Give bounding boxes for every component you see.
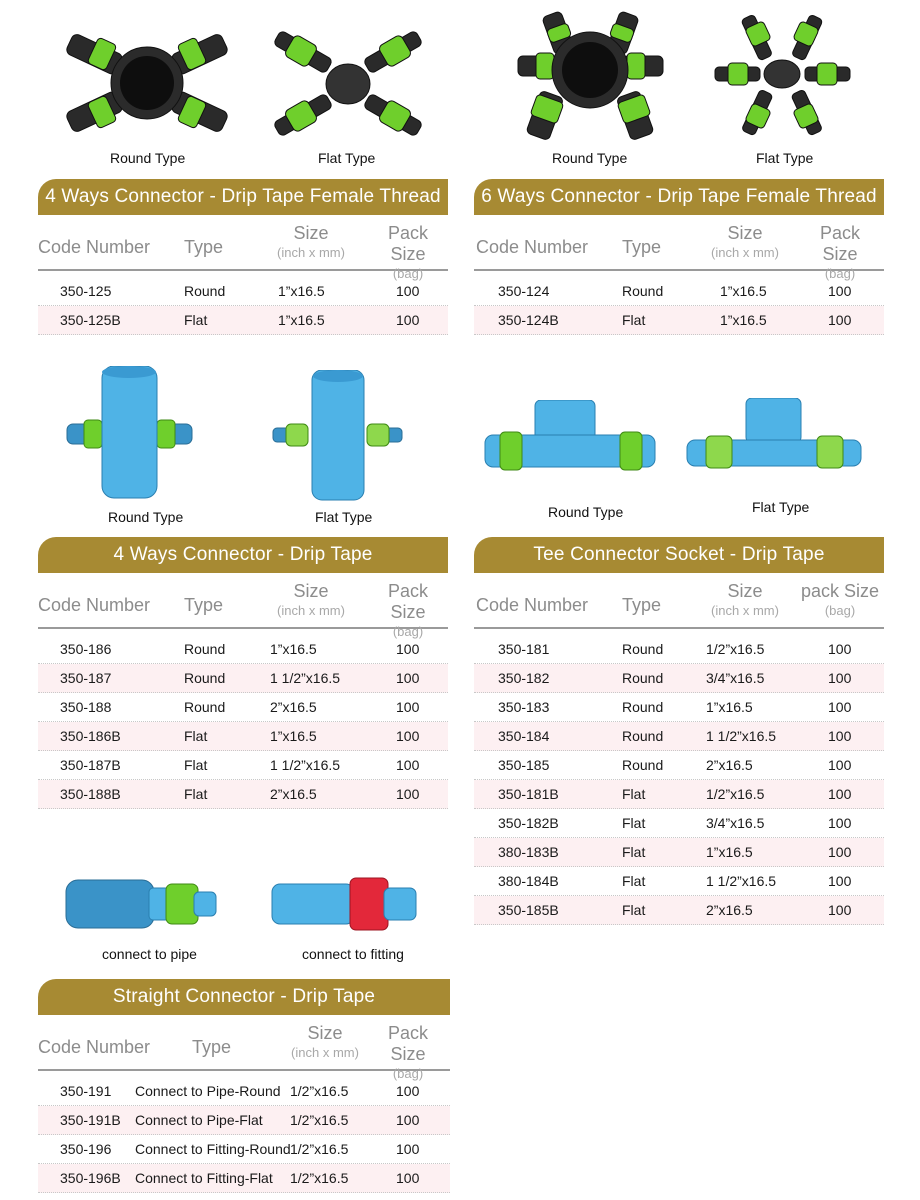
cell-type: Round — [622, 757, 664, 773]
cell-type: Flat — [184, 786, 208, 802]
col-size-header — [280, 1023, 370, 1060]
tee-round-icon — [480, 400, 660, 475]
cell-size: 1”x16.5 — [270, 641, 317, 657]
straight-fitting-icon — [270, 876, 420, 932]
table-header — [38, 573, 448, 639]
cell-pack: 100 — [828, 699, 852, 715]
cell-pack: 100 — [396, 283, 420, 299]
cell-type: Connect to Fitting-Round — [135, 1141, 291, 1157]
col-code-header: Code Number — [476, 237, 589, 257]
4-way-flat-black-icon — [268, 22, 428, 147]
table-row — [474, 896, 884, 925]
caption-4way-ft-round: Round Type — [110, 150, 186, 166]
cell-type: Connect to Pipe-Round — [135, 1083, 281, 1099]
pack-unit: (bag) — [392, 1066, 424, 1081]
col-size-header — [700, 581, 790, 618]
pack-label: Pack Size — [387, 223, 429, 264]
size-unit: (inch x mm) — [277, 245, 345, 260]
size-label: Size — [727, 581, 763, 601]
cell-size: 1”x16.5 — [706, 844, 753, 860]
cell-code: 350-191B — [60, 1112, 121, 1128]
pack-label: pack Size — [800, 581, 880, 601]
cell-type: Flat — [184, 757, 208, 773]
table-row — [38, 722, 448, 751]
col-code-header: Code Number — [476, 595, 589, 615]
pack-unit: (bag) — [392, 266, 424, 281]
table-header — [474, 573, 884, 629]
cell-size: 1 1/2”x16.5 — [706, 873, 777, 889]
col-code-header: Code Number — [38, 237, 151, 257]
pack-label: Pack Size — [387, 581, 429, 622]
table-row — [474, 809, 884, 838]
4-way-round-blue-icon — [62, 366, 197, 501]
caption-4way-flat: Flat Type — [315, 509, 373, 525]
cell-size: 2”x16.5 — [706, 757, 753, 773]
caption-4way-ft-flat: Flat Type — [318, 150, 376, 166]
cell-size: 1/2”x16.5 — [290, 1083, 349, 1099]
col-size-header — [266, 223, 356, 260]
6-way-flat-black-icon — [710, 10, 855, 142]
size-label: Size — [293, 581, 329, 601]
col-type-header: Type — [192, 1037, 232, 1057]
cell-size: 1”x16.5 — [278, 312, 325, 328]
table-header — [38, 1015, 450, 1081]
cell-code: 380-184B — [498, 873, 559, 889]
col-type-header: Type — [622, 595, 662, 615]
table-header — [38, 215, 448, 281]
table-row — [38, 751, 448, 780]
cell-code: 350-182B — [498, 815, 559, 831]
cell-size: 1/2”x16.5 — [706, 786, 765, 802]
cell-pack: 100 — [396, 641, 420, 657]
size-unit: (inch x mm) — [711, 245, 779, 260]
cell-size: 1/2”x16.5 — [706, 641, 765, 657]
cell-code: 350-183 — [498, 699, 550, 715]
pack-label: Pack Size — [387, 1023, 429, 1064]
cell-type: Round — [184, 283, 226, 299]
cell-size: 1”x16.5 — [720, 283, 767, 299]
cell-size: 1/2”x16.5 — [290, 1112, 349, 1128]
caption-6way-ft-flat: Flat Type — [756, 150, 814, 166]
cell-code: 350-185 — [498, 757, 550, 773]
table-row — [474, 867, 884, 896]
size-label: Size — [307, 1023, 343, 1043]
caption-4way-round: Round Type — [108, 509, 184, 525]
size-unit: (inch x mm) — [711, 603, 779, 618]
6-way-round-black-icon — [508, 8, 673, 148]
cell-code: 350-188 — [60, 699, 112, 715]
col-code-header: Code Number — [38, 595, 151, 615]
cell-size: 1 1/2”x16.5 — [270, 757, 341, 773]
section-title: 4 Ways Connector - Drip Tape Female Thread — [38, 179, 448, 215]
4-way-round-black-icon — [62, 18, 232, 148]
cell-code: 350-184 — [498, 728, 550, 744]
table-header — [474, 215, 884, 281]
cell-pack: 100 — [396, 699, 420, 715]
cell-pack: 100 — [828, 902, 852, 918]
cell-pack: 100 — [828, 641, 852, 657]
cell-type: Connect to Fitting-Flat — [135, 1170, 273, 1186]
table-row — [38, 1077, 450, 1106]
cell-size: 3/4”x16.5 — [706, 815, 765, 831]
cell-type: Flat — [184, 312, 208, 328]
table-row — [474, 664, 884, 693]
size-label: Size — [293, 223, 329, 243]
cell-size: 1/2”x16.5 — [290, 1170, 349, 1186]
section-4way-female-thread — [38, 179, 448, 335]
pack-label: Pack Size — [819, 223, 861, 264]
col-pack-header — [800, 223, 880, 281]
table-row — [474, 780, 884, 809]
section-tee-connector — [474, 537, 884, 925]
cell-code: 350-191 — [60, 1083, 112, 1099]
size-unit: (inch x mm) — [291, 1045, 359, 1060]
cell-code: 350-187 — [60, 670, 112, 686]
cell-pack: 100 — [396, 786, 420, 802]
col-size-header — [700, 223, 790, 260]
col-pack-header — [368, 581, 448, 639]
table-row — [38, 664, 448, 693]
cell-size: 1 1/2”x16.5 — [706, 728, 777, 744]
cell-code: 350-186 — [60, 641, 112, 657]
cell-type: Round — [184, 699, 226, 715]
col-type-header: Type — [622, 237, 662, 257]
cell-pack: 100 — [396, 1170, 420, 1186]
cell-size: 2”x16.5 — [706, 902, 753, 918]
cell-code: 350-125 — [60, 283, 112, 299]
table-row — [38, 635, 448, 664]
cell-code: 350-196 — [60, 1141, 112, 1157]
table-row — [474, 693, 884, 722]
cell-size: 1 1/2”x16.5 — [270, 670, 341, 686]
cell-size: 3/4”x16.5 — [706, 670, 765, 686]
table-row — [474, 838, 884, 867]
4-way-flat-blue-icon — [270, 370, 405, 502]
cell-size: 2”x16.5 — [270, 786, 317, 802]
col-pack-header — [800, 581, 880, 618]
col-code-header: Code Number — [38, 1037, 151, 1057]
table-row — [38, 306, 448, 335]
cell-code: 350-188B — [60, 786, 121, 802]
cell-type: Flat — [622, 312, 646, 328]
cell-code: 350-186B — [60, 728, 121, 744]
cell-size: 2”x16.5 — [270, 699, 317, 715]
cell-type: Flat — [622, 786, 646, 802]
table-row — [474, 751, 884, 780]
cell-pack: 100 — [828, 670, 852, 686]
section-title: 4 Ways Connector - Drip Tape — [38, 537, 448, 573]
cell-code: 350-196B — [60, 1170, 121, 1186]
cell-pack: 100 — [828, 757, 852, 773]
col-size-header — [266, 581, 356, 618]
table-row — [474, 635, 884, 664]
cell-pack: 100 — [396, 1112, 420, 1128]
caption-straight-fitting: connect to fitting — [302, 946, 404, 962]
table-row — [38, 780, 448, 809]
section-title: Straight Connector - Drip Tape — [38, 979, 450, 1015]
table-row — [38, 1106, 450, 1135]
size-unit: (inch x mm) — [277, 603, 345, 618]
cell-pack: 100 — [396, 1141, 420, 1157]
section-title: 6 Ways Connector - Drip Tape Female Thread — [474, 179, 884, 215]
table-row — [38, 1135, 450, 1164]
caption-tee-flat: Flat Type — [752, 499, 810, 515]
cell-type: Flat — [622, 815, 646, 831]
cell-code: 350-124B — [498, 312, 559, 328]
cell-type: Round — [622, 670, 664, 686]
cell-pack: 100 — [828, 283, 852, 299]
cell-size: 1”x16.5 — [706, 699, 753, 715]
cell-type: Round — [622, 699, 664, 715]
caption-6way-ft-round: Round Type — [552, 150, 628, 166]
cell-type: Connect to Pipe-Flat — [135, 1112, 263, 1128]
caption-tee-round: Round Type — [548, 504, 624, 520]
col-type-header: Type — [184, 237, 224, 257]
cell-pack: 100 — [828, 728, 852, 744]
table-row — [474, 277, 884, 306]
size-label: Size — [727, 223, 763, 243]
cell-pack: 100 — [828, 873, 852, 889]
table-row — [474, 722, 884, 751]
section-title: Tee Connector Socket - Drip Tape — [474, 537, 884, 573]
pack-unit: (bag) — [824, 266, 856, 281]
col-type-header: Type — [184, 595, 224, 615]
cell-type: Round — [622, 283, 664, 299]
section-straight-connector — [38, 979, 450, 1193]
cell-type: Flat — [184, 728, 208, 744]
cell-code: 350-185B — [498, 902, 559, 918]
section-4way-connector — [38, 537, 448, 809]
cell-pack: 100 — [828, 312, 852, 328]
cell-code: 350-182 — [498, 670, 550, 686]
cell-pack: 100 — [396, 728, 420, 744]
cell-pack: 100 — [828, 844, 852, 860]
cell-pack: 100 — [828, 786, 852, 802]
cell-pack: 100 — [396, 1083, 420, 1099]
cell-type: Flat — [622, 902, 646, 918]
cell-code: 350-187B — [60, 757, 121, 773]
cell-pack: 100 — [396, 312, 420, 328]
cell-code: 350-125B — [60, 312, 121, 328]
table-row — [474, 306, 884, 335]
cell-type: Flat — [622, 873, 646, 889]
cell-size: 1”x16.5 — [720, 312, 767, 328]
cell-type: Round — [184, 670, 226, 686]
cell-size: 1/2”x16.5 — [290, 1141, 349, 1157]
cell-code: 350-124 — [498, 283, 550, 299]
caption-straight-pipe: connect to pipe — [102, 946, 197, 962]
col-pack-header — [368, 223, 448, 281]
table-row — [38, 1164, 450, 1193]
cell-type: Flat — [622, 844, 646, 860]
cell-size: 1”x16.5 — [278, 283, 325, 299]
cell-type: Round — [622, 728, 664, 744]
pack-unit: (bag) — [824, 603, 856, 618]
cell-pack: 100 — [396, 757, 420, 773]
tee-flat-icon — [684, 398, 864, 473]
cell-pack: 100 — [828, 815, 852, 831]
cell-type: Round — [622, 641, 664, 657]
cell-type: Round — [184, 641, 226, 657]
cell-pack: 100 — [396, 670, 420, 686]
cell-size: 1”x16.5 — [270, 728, 317, 744]
table-row — [38, 693, 448, 722]
section-6way-female-thread — [474, 179, 884, 335]
straight-pipe-icon — [64, 874, 220, 934]
col-pack-header — [368, 1023, 448, 1081]
table-row — [38, 277, 448, 306]
cell-code: 350-181B — [498, 786, 559, 802]
cell-code: 350-181 — [498, 641, 550, 657]
cell-code: 380-183B — [498, 844, 559, 860]
pack-unit: (bag) — [392, 624, 424, 639]
